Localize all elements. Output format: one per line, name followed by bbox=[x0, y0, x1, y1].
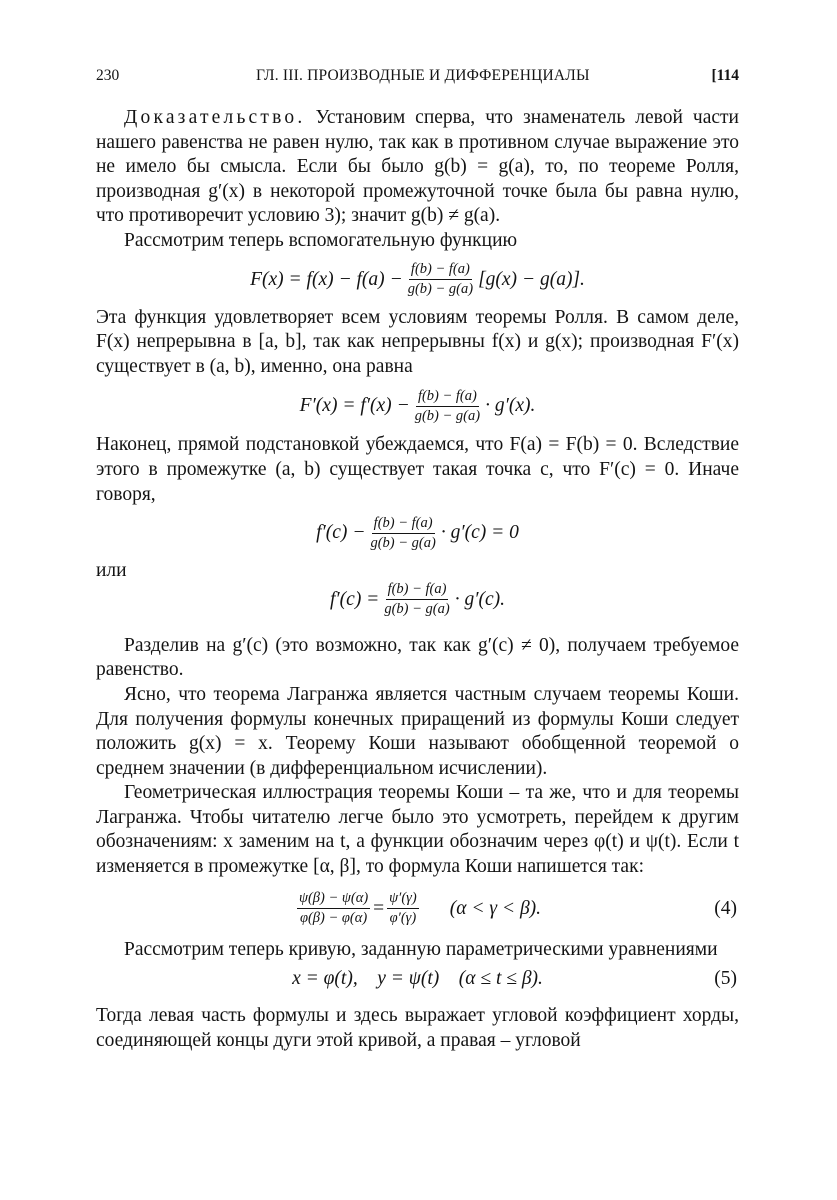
fraction: $\frac{f(b) - f(a)}{g(b) - g(a)}$ bbox=[414, 387, 481, 424]
equation-F-prime: F′(x) = f′(x) − $\frac{f(b) - f(a)}{g(b) - g(a)}$ · g′(x). bbox=[299, 387, 536, 424]
running-header bbox=[96, 67, 739, 89]
equation-c1: f′(c) − $\frac{f(b) - f(a)}{g(b) - g(a)}$ · g′(c) = 0 bbox=[316, 514, 519, 551]
fraction: $\frac{f(b) - f(a)}{g(b) - g(a)}$ bbox=[370, 514, 436, 551]
equation-number: (5) bbox=[714, 968, 737, 990]
fraction: $\frac{\psi(\beta) - \psi(\alpha)}{\varphi(\beta) - \varphi(\alpha)}$ bbox=[298, 890, 369, 927]
paragraph-3: Наконец, прямой подстановкой убеждаемся, что F(a) = F(b) = 0. Вследствие этого в промежутке (a, b) существует такая точка c, что F′(c) = 0. Иначе говоря, bbox=[96, 434, 739, 505]
paragraph-2: Эта функция удовлетворяет всем условиям теоремы Ролля. В самом деле, F(x) непрерывна в [a, b], так как непрерывны f(x) и g(x); производная F′(x) существует в (a, b), именно, она равна bbox=[96, 306, 739, 377]
fraction: $\frac{\psi'(\gamma)}{\varphi'(\gamma)}$ bbox=[389, 890, 417, 927]
equation-number: (4) bbox=[714, 897, 737, 919]
paragraph-7: Рассмотрим теперь кривую, заданную параметрическими уравнениями bbox=[124, 938, 718, 960]
proof-text: Установим сперва, что знаменатель левой части нашего равенства не равен нулю, так как в противном случае выражение это не имело бы смысла. Если бы было g(b) = g(a), то, по теореме Ролля, производная g′(x) в некоторой промежуточной точке была бы равна нулю, что противоречит условию 3); значит g(b) ≠ g(a). bbox=[96, 107, 739, 227]
proof-word: Доказательство. bbox=[124, 107, 306, 128]
consider-paragraph: Рассмотрим теперь вспомогательную функцию bbox=[124, 229, 518, 251]
word-ili: или bbox=[96, 560, 127, 582]
equation-4: $\frac{\psi(\beta) - \psi(\alpha)}{\varphi(\beta) - \varphi(\alpha)}$ = $\frac{\psi'(\gamma)}{\varphi'(\gamma)}$ (α < γ < β). (4) bbox=[298, 890, 737, 927]
equation-5: x = φ(t), y = ψ(t) (α ≤ t ≤ β). (5) bbox=[292, 968, 737, 990]
equation-F: F(x) = f(x) − f(a) − $\frac{f(b) - f(a)}{g(b) - g(a)}$ [g(x) − g(a)]. bbox=[250, 261, 585, 298]
fraction: $\frac{f(b) - f(a)}{g(b) - g(a)}$ bbox=[407, 261, 474, 298]
section-number: [114 bbox=[711, 67, 739, 84]
paragraph-4: Разделив на g′(c) (это возможно, так как g′(c) ≠ 0), получаем требуемое равенство. bbox=[96, 634, 739, 681]
paragraph-6: Геометрическая иллюстрация теоремы Коши – та же, что и для теоремы Лагранжа. Чтобы читателю легче было это усмотреть, перейдем к другим обозначениям: x заменим на t, а функции обозначим через φ(t) и ψ(t). Если t изменяется в промежутке [α, β], то формула Коши напишется так: bbox=[96, 782, 739, 878]
page-number: 230 bbox=[96, 67, 120, 84]
proof-paragraph bbox=[96, 106, 739, 229]
paragraph-5: Ясно, что теорема Лагранжа является частным случаем теоремы Коши. Для получения формулы конечных приращений из формулы Коши следует положить g(x) = x. Теорему Коши называют обобщенной теоремой о среднем значении (в дифференциальном исчислении). bbox=[96, 683, 739, 779]
paragraph-8: Тогда левая часть формулы и здесь выражает угловой коэффициент хорды, соединяющей концы дуги этой кривой, а правая – угловой bbox=[96, 1005, 739, 1051]
equation-c2: f′(c) = $\frac{f(b) - f(a)}{g(b) - g(a)}$ · g′(c). bbox=[329, 581, 505, 618]
running-title: ГЛ. III. ПРОИЗВОДНЫЕ И ДИФФЕРЕНЦИАЛЫ bbox=[256, 67, 590, 84]
fraction: $\frac{f(b) - f(a)}{g(b) - g(a)}$ bbox=[384, 581, 450, 618]
page-body bbox=[96, 106, 739, 1053]
